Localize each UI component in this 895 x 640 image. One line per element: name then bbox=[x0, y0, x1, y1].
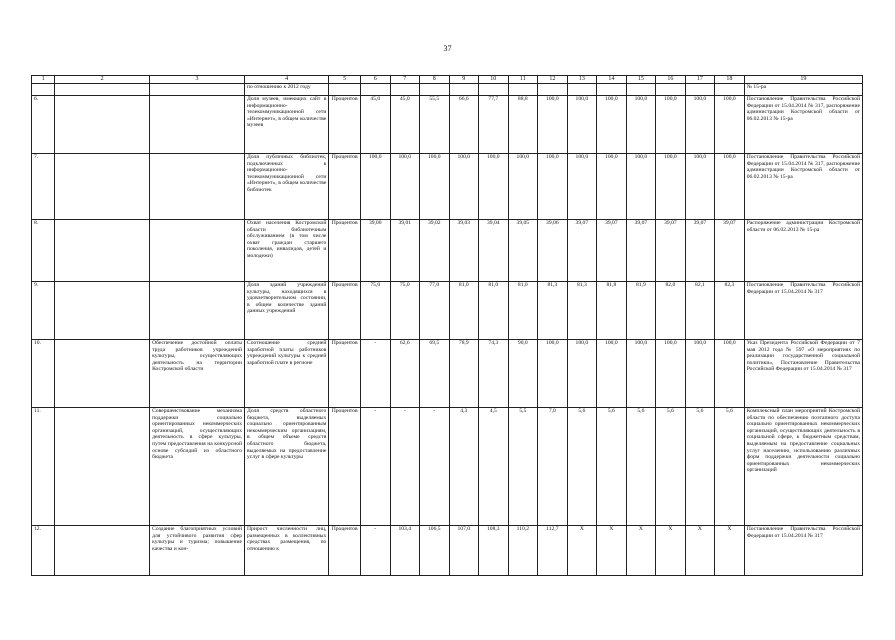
indicator-cell: Охват населения Костромской области библиотечным обслуживанием (в том числе охват граждан старшего поколения, инвалидов, детей и молодежи) bbox=[245, 220, 329, 282]
indicator-cell: Соотношение средней заработной платы работников учреждений культуры к средней заработной плате в регионе bbox=[245, 340, 329, 408]
value-cell: 100,0 bbox=[656, 96, 686, 154]
value-cell: 100,0 bbox=[538, 96, 568, 154]
header-cell: 10 bbox=[479, 76, 509, 84]
value-cell: 39,03 bbox=[449, 220, 479, 282]
value-cell: 74,3 bbox=[479, 340, 509, 408]
value-cell: 100,0 bbox=[685, 154, 715, 220]
value-cell: Х bbox=[567, 526, 597, 576]
row-number-cell: 10. bbox=[32, 340, 55, 408]
value-cell: 69,5 bbox=[420, 340, 450, 408]
unit-cell: Процентов bbox=[329, 282, 361, 340]
value-cell: 100,0 bbox=[479, 154, 509, 220]
activity-cell bbox=[150, 282, 245, 340]
blank-cell bbox=[55, 526, 150, 576]
value-cell: 100,0 bbox=[715, 340, 745, 408]
value-cell: 100,0 bbox=[656, 340, 686, 408]
value-cell: 100,0 bbox=[567, 340, 597, 408]
header-cell: 17 bbox=[685, 76, 715, 84]
value-cell: 39,00 bbox=[360, 220, 390, 282]
row-number-cell: 9. bbox=[32, 282, 55, 340]
value-cell: 5,6 bbox=[567, 408, 597, 526]
value-cell: 100,0 bbox=[420, 154, 450, 220]
value-cell: 55,5 bbox=[420, 96, 450, 154]
value-cell: 100,0 bbox=[567, 154, 597, 220]
value-cell: 100,0 bbox=[626, 96, 656, 154]
value-cell: - bbox=[360, 340, 390, 408]
value-cell: 39,07 bbox=[685, 220, 715, 282]
value-cell: 81,0 bbox=[508, 282, 538, 340]
value-cell: 7,0 bbox=[538, 408, 568, 526]
value-cell: 103,4 bbox=[390, 526, 420, 576]
value-cell: 108,3 bbox=[479, 526, 509, 576]
header-cell: 7 bbox=[390, 76, 420, 84]
value-cell: Х bbox=[715, 526, 745, 576]
source-cell: Комплексный план мероприятий Костромской области по обеспечению поэтапного доступа социально ориентированных некоммерческих организаций, осуществляющих деятельность в социальной сфере, к бюджетным средствам, выделяемым на предоставление социальных услуг населению, использованию различных форм поддержки деятельности социально ориентированных некоммерческих организаций bbox=[744, 408, 862, 526]
value-cell: 78,9 bbox=[449, 340, 479, 408]
value-cell: 39,07 bbox=[597, 220, 627, 282]
value-cell: 75,0 bbox=[390, 282, 420, 340]
header-cell: 6 bbox=[360, 76, 390, 84]
indicator-cell: Доля музеев, имеющих сайт в информационно-телекоммуникационной сети «Интернет», в общем количестве музеев bbox=[245, 96, 329, 154]
table-row bbox=[32, 220, 863, 282]
table-row bbox=[32, 96, 863, 154]
activity-cell: Создание благоприятных условий для устойчивого развития сфер культуры и туризма; повышение качества и кон- bbox=[150, 526, 245, 576]
value-cell: 100,0 bbox=[508, 154, 538, 220]
indicator-cell: Доля средств областного бюджета, выделяемых социально ориентированным некоммерческим организациям, в общем объеме средств областного бюджета, выделяемых на предоставление услуг в сфере культуры bbox=[245, 408, 329, 526]
value-cell: 75,0 bbox=[360, 282, 390, 340]
value-cell: 39,05 bbox=[508, 220, 538, 282]
value-cell: 100,0 bbox=[538, 154, 568, 220]
value-cell: 107,0 bbox=[449, 526, 479, 576]
activity-cell bbox=[150, 154, 245, 220]
value-cell: 100,0 bbox=[685, 340, 715, 408]
value-cell: Х bbox=[685, 526, 715, 576]
header-cell: 1 bbox=[32, 76, 55, 84]
value-cell: 90,0 bbox=[508, 340, 538, 408]
value-cell: 82,3 bbox=[715, 282, 745, 340]
table-row bbox=[32, 526, 863, 576]
unit-cell: Процентов bbox=[329, 96, 361, 154]
value-cell: 100,0 bbox=[567, 96, 597, 154]
value-cell: 82,0 bbox=[656, 282, 686, 340]
row-number-cell: 11. bbox=[32, 408, 55, 526]
indicator-cell: Прирост численности лиц, размещенных в коллективных средствах размещения, по отношению к bbox=[245, 526, 329, 576]
header-cell: 5 bbox=[329, 76, 361, 84]
header-cell: 18 bbox=[715, 76, 745, 84]
indicator-cell: Доля публичных библиотек, подключенных к информационно-телекоммуникационной сети «Интернет», в общем количестве библиотек bbox=[245, 154, 329, 220]
value-cell: 39,06 bbox=[538, 220, 568, 282]
source-cell: Указ Президента Российской Федерации от 7 мая 2012 года № 597 «О мероприятиях по реализации государственной социальной политики», Постановление Правительства Российской Федерации от 15.04.2014 № 317 bbox=[744, 340, 862, 408]
header-cell: 2 bbox=[55, 76, 150, 84]
indicators-table bbox=[31, 75, 863, 576]
value-cell: 81,9 bbox=[626, 282, 656, 340]
blank-cell bbox=[55, 408, 150, 526]
table-row bbox=[32, 282, 863, 340]
value-cell: 5,6 bbox=[656, 408, 686, 526]
value-cell: 100,0 bbox=[390, 154, 420, 220]
value-cell: Х bbox=[626, 526, 656, 576]
unit-cell: Процентов bbox=[329, 154, 361, 220]
header-cell: 11 bbox=[508, 76, 538, 84]
table-row bbox=[32, 340, 863, 408]
unit-cell: Процентов bbox=[329, 526, 361, 576]
value-cell: 39,04 bbox=[479, 220, 509, 282]
source-cell: Постановление Правительства Российской Федерации от 15.04.2014 № 317, распоряжение администрации Костромской области от 06.02.2013 № 15-ра bbox=[744, 154, 862, 220]
unit-cell: Процентов bbox=[329, 340, 361, 408]
value-cell: 81,0 bbox=[449, 282, 479, 340]
value-cell: 100,0 bbox=[715, 96, 745, 154]
value-cell: 39,07 bbox=[626, 220, 656, 282]
table-row bbox=[32, 408, 863, 526]
value-cell: 5,6 bbox=[715, 408, 745, 526]
value-cell: 5,6 bbox=[685, 408, 715, 526]
value-cell: 100,0 bbox=[597, 96, 627, 154]
table-row bbox=[32, 154, 863, 220]
source-cell: Постановление Правительства Российской Федерации от 15.04.2014 № 317 bbox=[744, 526, 862, 576]
value-cell: 39,02 bbox=[420, 220, 450, 282]
header-cell: 16 bbox=[656, 76, 686, 84]
value-cell: Х bbox=[656, 526, 686, 576]
value-cell: 39,07 bbox=[715, 220, 745, 282]
value-cell: 4,5 bbox=[479, 408, 509, 526]
value-cell: 77,0 bbox=[420, 282, 450, 340]
header-cell: 9 bbox=[449, 76, 479, 84]
value-cell: 5,6 bbox=[626, 408, 656, 526]
blank-cell bbox=[55, 96, 150, 154]
page-number: 37 bbox=[443, 44, 452, 53]
value-cell: 106,5 bbox=[420, 526, 450, 576]
value-cell: 100,0 bbox=[626, 154, 656, 220]
value-cell: 112,7 bbox=[538, 526, 568, 576]
header-cell: 4 bbox=[245, 76, 329, 84]
blank-cell bbox=[55, 154, 150, 220]
value-cell: 5,6 bbox=[597, 408, 627, 526]
activity-cell: Совершенствование механизма поддержки социально ориентированных некоммерческих организаций, осуществляющих деятельность в сфере культуры, путем предоставления на конкурсной основе субсидий из областного бюджета bbox=[150, 408, 245, 526]
value-cell: 100,0 bbox=[449, 154, 479, 220]
value-cell: 82,1 bbox=[685, 282, 715, 340]
value-cell: 81,0 bbox=[479, 282, 509, 340]
unit-cell: Процентов bbox=[329, 220, 361, 282]
row-number-cell: 7. bbox=[32, 154, 55, 220]
header-cell: 12 bbox=[538, 76, 568, 84]
value-cell: - bbox=[390, 408, 420, 526]
value-cell: 81,3 bbox=[538, 282, 568, 340]
header-cell: 13 bbox=[567, 76, 597, 84]
header-cell: 8 bbox=[420, 76, 450, 84]
activity-cell bbox=[150, 220, 245, 282]
value-cell: 4,3 bbox=[449, 408, 479, 526]
unit-cell: Процентов bbox=[329, 408, 361, 526]
header-cell: 3 bbox=[150, 76, 245, 84]
value-cell: 100,0 bbox=[656, 154, 686, 220]
source-cell: Распоряжение администрации Костромской области от 06.02.2013 № 15-ра bbox=[744, 220, 862, 282]
value-cell: - bbox=[360, 408, 390, 526]
value-cell: 45,0 bbox=[390, 96, 420, 154]
value-cell: - bbox=[420, 408, 450, 526]
value-cell: 100,0 bbox=[685, 96, 715, 154]
value-cell: 39,01 bbox=[390, 220, 420, 282]
value-cell: 39,07 bbox=[656, 220, 686, 282]
value-cell: - bbox=[360, 526, 390, 576]
indicator-cell: Доля зданий учреждений культуры, находящихся в удовлетворительном состоянии, в общем количестве зданий данных учреждений bbox=[245, 282, 329, 340]
activity-cell bbox=[150, 96, 245, 154]
value-cell: 45,0 bbox=[360, 96, 390, 154]
value-cell: 88,8 bbox=[508, 96, 538, 154]
header-row bbox=[32, 76, 863, 84]
source-cell: Постановление Правительства Российской Федерации от 15.04.2014 № 317 bbox=[744, 282, 862, 340]
header-cell: 14 bbox=[597, 76, 627, 84]
activity-cell: Обеспечение достойной оплаты труда работников учреждений культуры, осуществляющих деятельность на территории Костромской области bbox=[150, 340, 245, 408]
value-cell: 39,07 bbox=[567, 220, 597, 282]
value-cell: 100,0 bbox=[597, 154, 627, 220]
header-cell: 19 bbox=[744, 76, 862, 84]
value-cell: 81,8 bbox=[597, 282, 627, 340]
value-cell: 66,6 bbox=[449, 96, 479, 154]
value-cell: 100,0 bbox=[626, 340, 656, 408]
value-cell: 110,2 bbox=[508, 526, 538, 576]
row-number-cell: 12. bbox=[32, 526, 55, 576]
value-cell: 81,3 bbox=[567, 282, 597, 340]
header-cell: 15 bbox=[626, 76, 656, 84]
source-cell: № 15-ра bbox=[744, 84, 862, 96]
row-number-cell: 6. bbox=[32, 96, 55, 154]
continuation-row bbox=[32, 84, 863, 96]
value-cell: 100,0 bbox=[715, 154, 745, 220]
blank-cell bbox=[55, 340, 150, 408]
value-cell: Х bbox=[597, 526, 627, 576]
indicator-cell: по отношению к 2012 году bbox=[245, 84, 329, 96]
value-cell: 5,5 bbox=[508, 408, 538, 526]
source-cell: Постановление Правительства Российской Федерации от 15.04.2014 № 317, распоряжение администрации Костромской области от 06.02.2013 № 15-ра bbox=[744, 96, 862, 154]
value-cell: 100,0 bbox=[360, 154, 390, 220]
value-cell: 62,6 bbox=[390, 340, 420, 408]
value-cell: 100,0 bbox=[538, 340, 568, 408]
blank-cell bbox=[55, 282, 150, 340]
row-number-cell: 8. bbox=[32, 220, 55, 282]
value-cell: 77,7 bbox=[479, 96, 509, 154]
value-cell: 100,0 bbox=[597, 340, 627, 408]
blank-cell bbox=[55, 220, 150, 282]
